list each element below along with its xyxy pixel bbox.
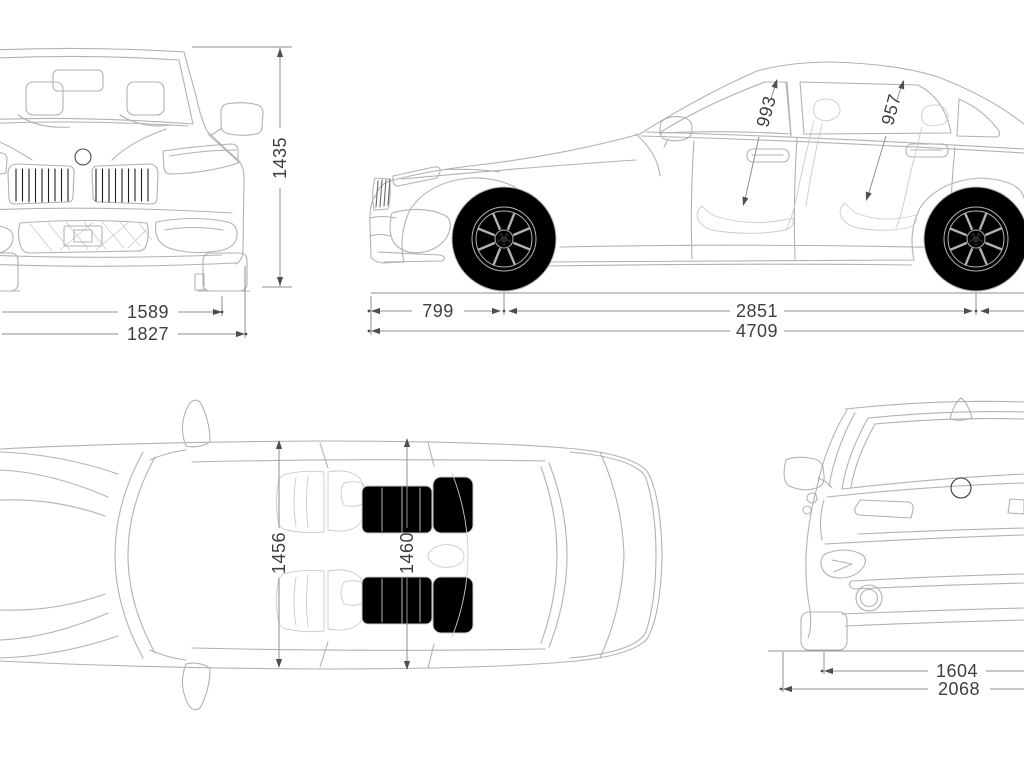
top-mirror-lower bbox=[182, 663, 210, 710]
door-shut-lines bbox=[691, 138, 955, 259]
front-tire-left-partial bbox=[0, 253, 18, 291]
lower-bumper-lines bbox=[0, 254, 236, 266]
front-bumper-details bbox=[370, 217, 445, 263]
reflector-funnel bbox=[821, 550, 865, 578]
rear-view-drawing bbox=[784, 398, 1024, 650]
front-wheel bbox=[452, 187, 556, 291]
rear-mirror-left bbox=[784, 457, 832, 489]
top-mirror-upper bbox=[182, 400, 210, 447]
quarter-window bbox=[957, 99, 1000, 137]
rear-window bbox=[842, 412, 1024, 489]
front-track-label: 1589 bbox=[126, 302, 170, 322]
rear-track-label: 1604 bbox=[935, 661, 979, 681]
side-view-drawing bbox=[370, 62, 1024, 291]
headrest-left bbox=[26, 82, 63, 115]
rear-c-pillar-side bbox=[806, 410, 855, 610]
top-rear-width-label: 1460 bbox=[397, 531, 417, 575]
rear-console-blob bbox=[428, 545, 464, 568]
front-overhang-label: 799 bbox=[422, 301, 454, 321]
front-fascia-swoosh bbox=[390, 209, 450, 252]
exhaust-outer bbox=[856, 585, 882, 611]
headlight-right bbox=[163, 144, 238, 174]
taillight-right-partial bbox=[1008, 499, 1024, 514]
trunk-top-edge bbox=[820, 483, 1024, 544]
rear-bench bbox=[362, 473, 473, 637]
front-headroom-label: 993 bbox=[752, 93, 780, 130]
mirror-joint-blob bbox=[807, 493, 817, 503]
side-scoop-left bbox=[0, 223, 13, 254]
bumper-step-line bbox=[858, 528, 1024, 534]
rocker-crease bbox=[545, 245, 958, 266]
front-track-dim-line bbox=[2, 296, 222, 316]
wheelbase-label: 2851 bbox=[735, 301, 779, 321]
top-trunk-cut bbox=[600, 452, 624, 658]
overall-length-label: 4709 bbox=[735, 321, 779, 341]
rearview-mirror-icon bbox=[53, 70, 103, 91]
mirror-joint-blob2 bbox=[803, 506, 811, 514]
top-hood-lines bbox=[0, 452, 118, 658]
side-beltline bbox=[641, 132, 1024, 153]
bmw-logo-rear-icon bbox=[951, 478, 971, 498]
side-extension-lines bbox=[371, 292, 976, 335]
top-a-pillar-joins bbox=[150, 450, 186, 660]
rear-tire bbox=[801, 612, 847, 650]
rear-width-dim-line bbox=[783, 652, 1024, 692]
kidney-grille-left bbox=[8, 164, 74, 204]
center-intake-outline bbox=[18, 221, 148, 254]
exhaust-inner bbox=[861, 590, 878, 607]
top-body-outline bbox=[0, 441, 662, 669]
top-view-drawing bbox=[0, 400, 662, 710]
side-grille-slats bbox=[376, 179, 390, 207]
front-view-drawing bbox=[0, 48, 263, 291]
side-hood-cut bbox=[402, 134, 660, 179]
top-view-seats bbox=[277, 471, 474, 637]
rear-track-dim-line bbox=[824, 652, 1024, 674]
rear-wheel bbox=[924, 187, 1024, 291]
top-body-inner-rear bbox=[570, 452, 656, 658]
bmw-logo-icon bbox=[75, 149, 91, 165]
headlight-left-partial bbox=[0, 150, 7, 176]
front-width-label: 1827 bbox=[126, 324, 170, 344]
dimension-labels bbox=[127, 92, 980, 699]
front-tire-right bbox=[203, 253, 247, 291]
rear-roof-line bbox=[845, 401, 1024, 409]
headrest-right bbox=[127, 82, 164, 115]
front-height-label: 1435 bbox=[270, 136, 290, 180]
side-scoop-right bbox=[156, 219, 238, 253]
front-seat-lower bbox=[277, 570, 369, 632]
b-pillar bbox=[786, 83, 791, 136]
side-view-interior-sketch bbox=[697, 99, 948, 233]
grille-slats bbox=[16, 169, 148, 202]
rear-side-window bbox=[800, 82, 951, 134]
dimension-lines bbox=[2, 47, 1024, 692]
top-front-width-label: 1456 bbox=[269, 531, 289, 575]
top-cowl-arcs bbox=[115, 452, 155, 658]
rear-width-label: 2068 bbox=[937, 679, 981, 699]
rear-headroom-label: 957 bbox=[877, 91, 905, 128]
taillight-left bbox=[855, 500, 913, 518]
front-width-dim-line bbox=[2, 266, 245, 338]
door-mirror-right bbox=[210, 103, 263, 136]
bumper-top-line bbox=[0, 208, 232, 213]
front-seat-upper bbox=[277, 471, 369, 533]
top-rear-window-arcs bbox=[541, 463, 567, 647]
